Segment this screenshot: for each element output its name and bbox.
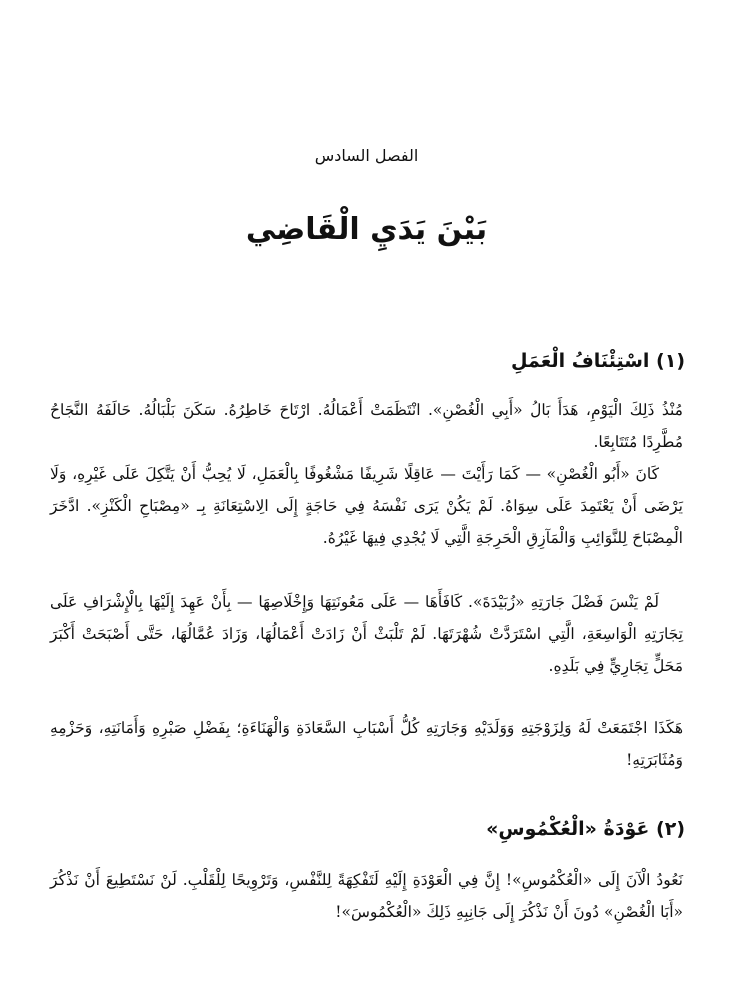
paragraph: لَمْ يَنْسَ فَضْلَ جَارَتِهِ «زُبَيْدَةَ». كَافَأَهَا — عَلَى مَعُونَتِهَا وَإِخْلَاصِهَا — بِأَنْ عَهِدَ إِلَيْهَا بِالْإِشْرَافِ عَلَى تِجَارَتِهِ الْوَاسِعَةِ، الَّتِي اسْتَرَدَّتْ شُهْرَتَهَا. لَمْ تَلْبَثْ أَنْ زَادَتْ أَعْمَالُهَا، وَزَادَ عُمَّالُهَا، حَتَّى أَصْبَحَتْ أَكْبَرَ مَحَلٍّ تِجَارِيٍّ فِي بَلَدِهِ.	[50, 593, 683, 675]
section-heading: (١) اسْتِئْنَافُ الْعَمَلِ	[511, 350, 685, 372]
paragraph: هَكَذَا اجْتَمَعَتْ لَهُ وَلِزَوْجَتِهِ وَوَلَدَيْهِ وَجَارَتِهِ كُلُّ أَسْبَابِ السَّعَادَةِ وَالْهَنَاءَةِ؛ بِفَضْلِ صَبْرِهِ وَأَمَانَتِهِ، وَحَزْمِهِ وَمُثَابَرَتِهِ!	[50, 719, 683, 769]
chapter-label: الفصل السادس	[314, 146, 419, 165]
paragraph: نَعُودُ الْآنَ إِلَى «الْعُكْمُوسِ»! إِنَّ فِي الْعَوْدَةِ إِلَيْهِ لَتَفْكِهَةً لِلنَّفْسِ، وَتَرْوِيحًا لِلْقَلْبِ. لَنْ نَسْتَطِيعَ أَنْ نَذْكُرَ «أَبَا الْغُصْنِ» دُونَ أَنْ نَذْكُرَ إِلَى جَانِبِهِ ذَلِكَ «الْعُكْمُوسَ»!	[50, 871, 683, 921]
paragraph: مُنْذُ ذَلِكَ الْيَوْمِ، هَدَأَ بَالُ «أَبِي الْغُصْنِ». انْتَظَمَتْ أَعْمَالُهُ. ارْتَاحَ خَاطِرُهُ. سَكَنَ بَلْبَالُهُ. حَالَفَهُ النَّجَاحُ مُطَّرِدًا مُتَتَابِعًا.	[50, 401, 683, 451]
section-heading: (٢) عَوْدَةُ «الْعُكْمُوسِ»	[486, 818, 685, 840]
chapter-title: بَيْنَ يَدَيِ الْقَاضِي	[245, 212, 488, 247]
paragraph: كَانَ «أَبُو الْغُصْنِ» — كَمَا رَأَيْتَ — عَاقِلًا شَرِيفًا مَشْغُوفًا بِالْعَمَلِ، لَا يُحِبُّ أَنْ يَتَّكِلَ عَلَى غَيْرِهِ، وَلَا يَرْضَى أَنْ يَعْتَمِدَ عَلَى سِوَاهُ. لَمْ يَكُنْ يَرَى نَفْسَهُ فِي حَاجَةٍ إِلَى الِاسْتِعَانَةِ بِـ «مِصْبَاحِ الْكَنْزِ». ادَّخَرَ الْمِصْبَاحَ لِلنَّوَائِبِ وَالْمَآزِقِ الْحَرِجَةِ الَّتِي لَا يُجْدِي فِيهَا غَيْرُهُ.	[50, 465, 683, 547]
